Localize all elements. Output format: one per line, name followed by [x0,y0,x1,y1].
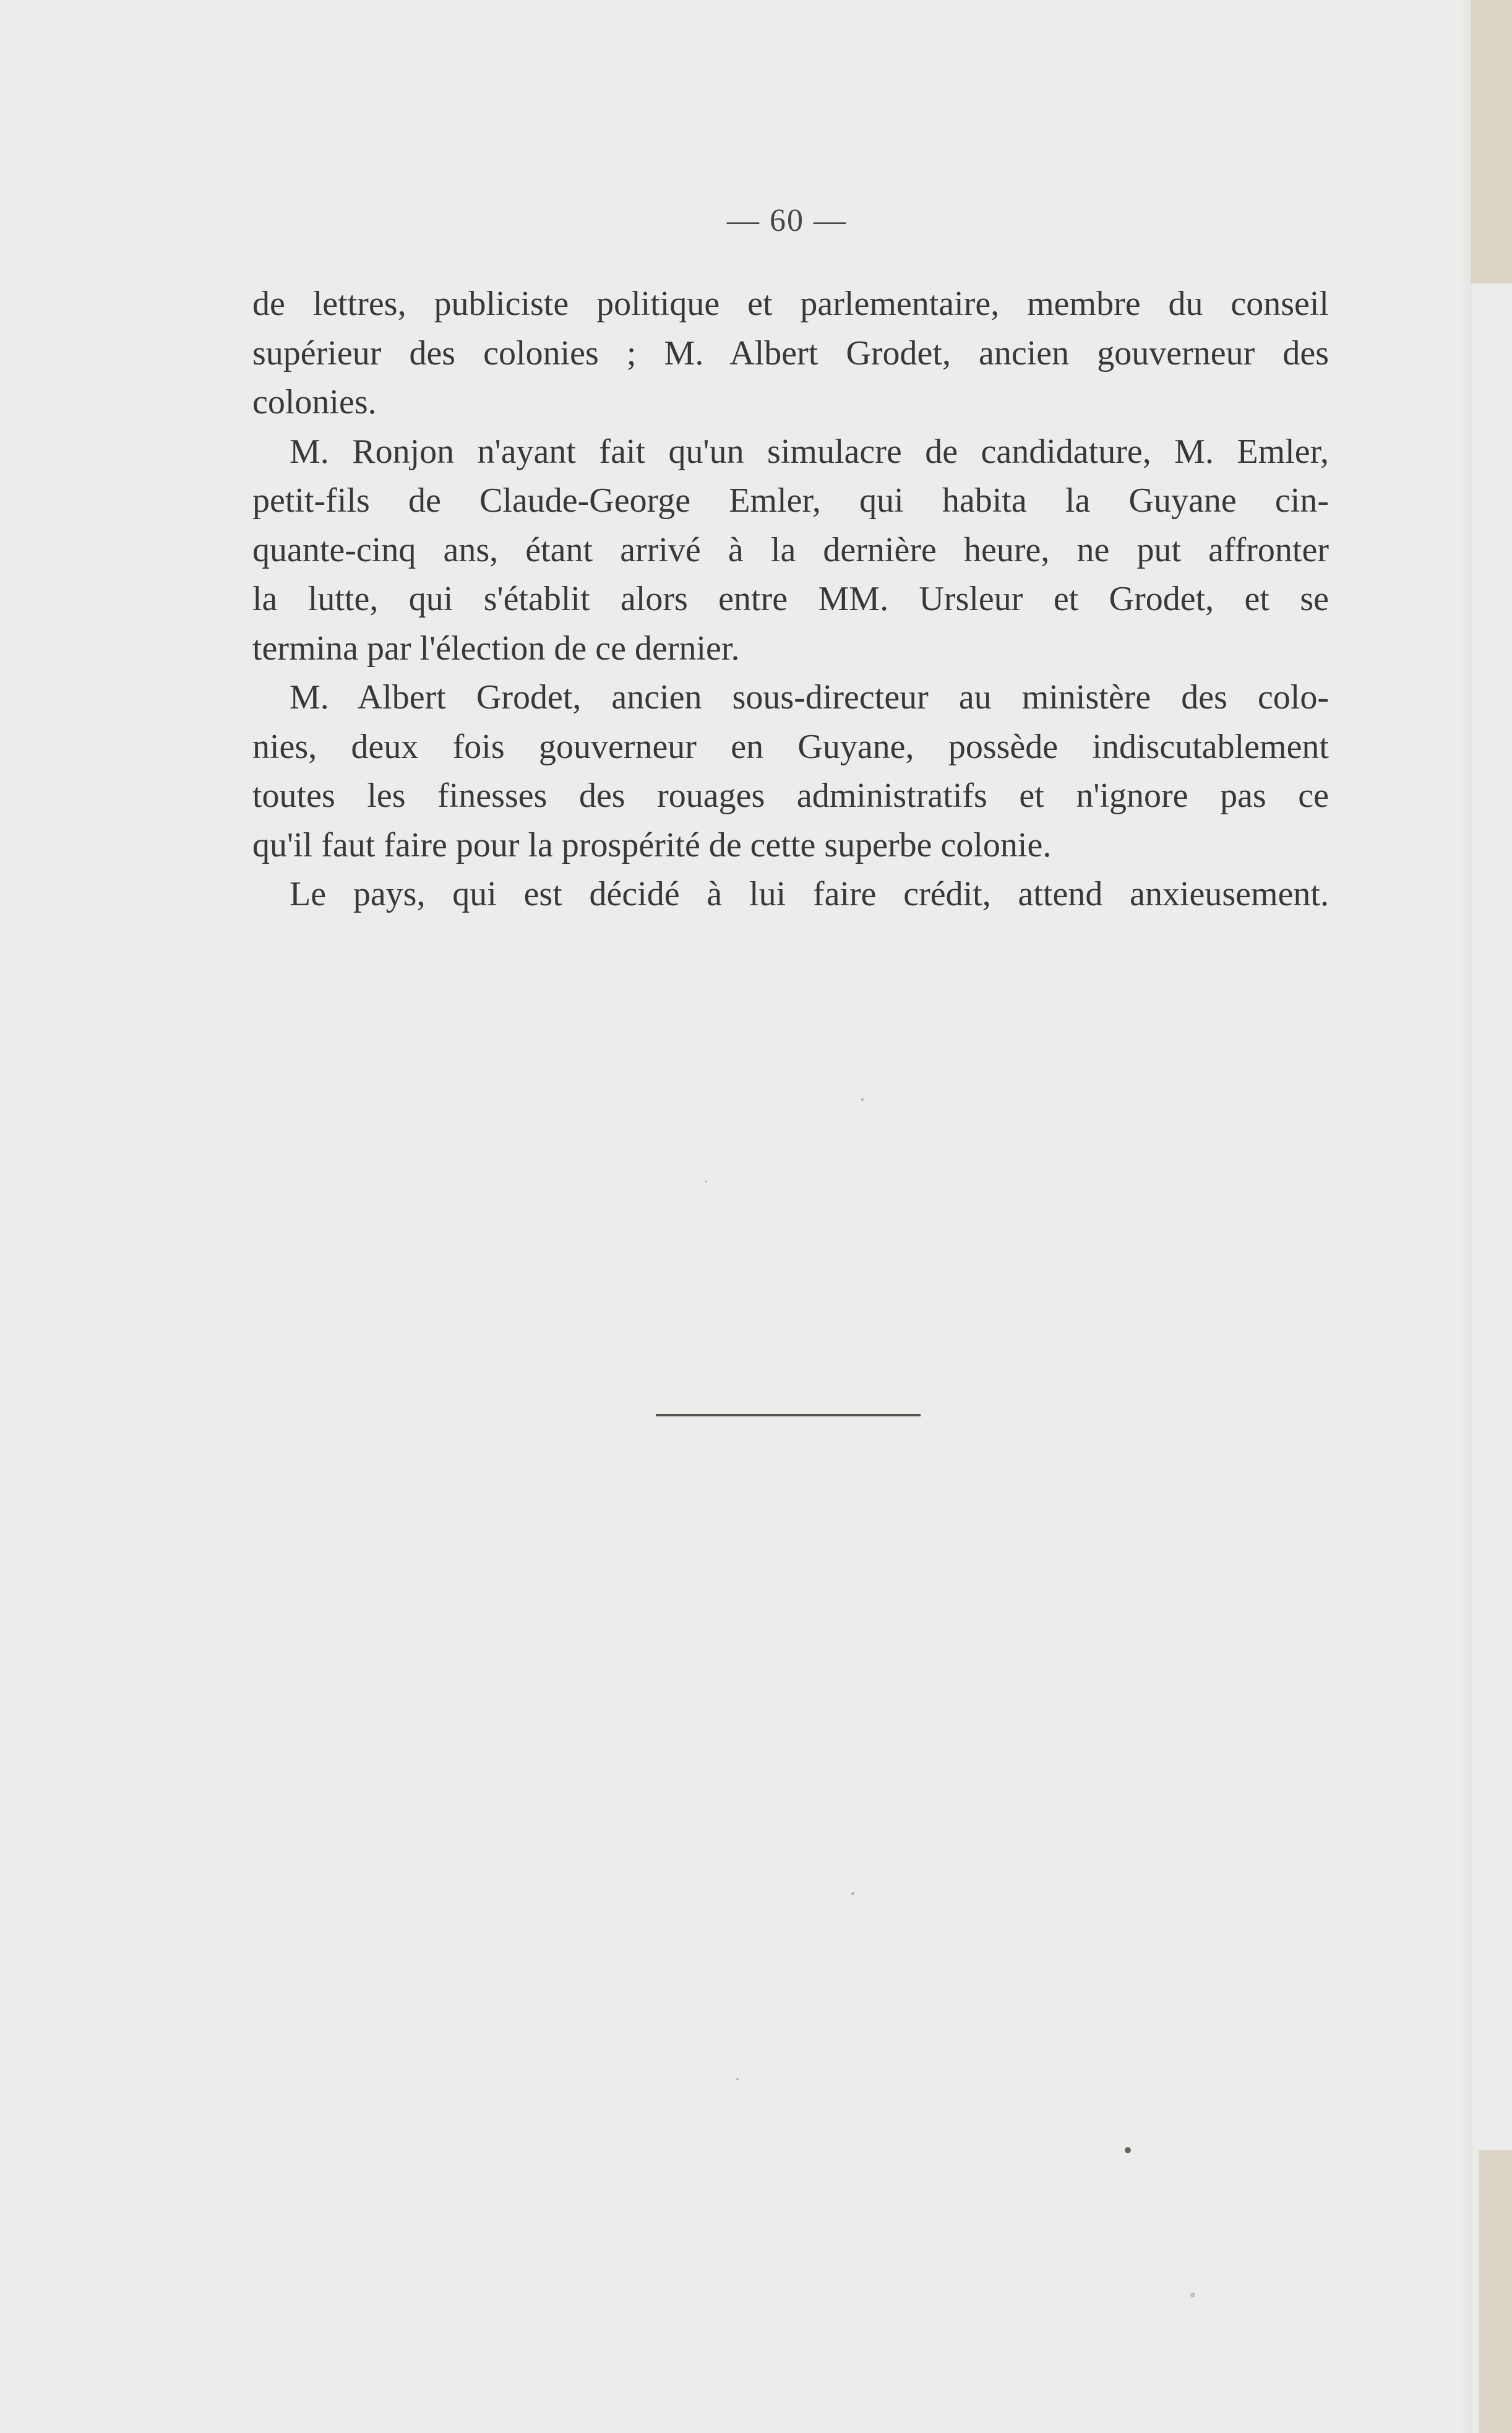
text-line: termina par l'élection de ce dernier. [252,629,740,668]
paper-speck [705,1181,707,1182]
text-line: toutes les finesses des rouages administratifs et n'ignore pas ce [252,777,1329,815]
paper-speck [851,1892,854,1895]
end-rule [656,1414,921,1416]
paper-speck [1190,2293,1195,2297]
page-edge-tab-bottom [1479,2150,1512,2433]
page-number: — 60 — [727,203,847,238]
paper-speck [861,1098,864,1101]
text-line: de lettres, publiciste politique et parlementaire, membre du conseil [252,285,1329,323]
paper-speck [736,2078,739,2080]
text-line: qu'il faut faire pour la prospérité de cette superbe colonie. [252,825,1052,864]
text-line: M. Albert Grodet, ancien sous-directeur au ministère des colo- [290,678,1329,717]
text-line: supérieur des colonies ; M. Albert Grodet, ancien gouverneur des [252,334,1329,372]
text-line: nies, deux fois gouverneur en Guyane, possède indiscutablement [252,727,1329,766]
body-text [252,280,1329,919]
text-line: quante-cinq ans, étant arrivé à la dernière heure, ne put affronter [252,530,1329,569]
text-line: colonies. [252,383,377,421]
text-line: petit-fils de Claude-George Emler, qui habita la Guyane cin- [252,481,1329,520]
text-line: M. Ronjon n'ayant fait qu'un simulacre de candidature, M. Emler, [290,432,1329,471]
text-line: la lutte, qui s'établit alors entre MM. Ursleur et Grodet, et se [252,580,1329,618]
page-edge-shadow [1460,0,1472,2433]
paper-speck [1125,2147,1131,2153]
text-line: Le pays, qui est décidé à lui faire crédit, attend anxieusement. [290,875,1329,913]
page-edge-tab-top [1471,0,1512,283]
